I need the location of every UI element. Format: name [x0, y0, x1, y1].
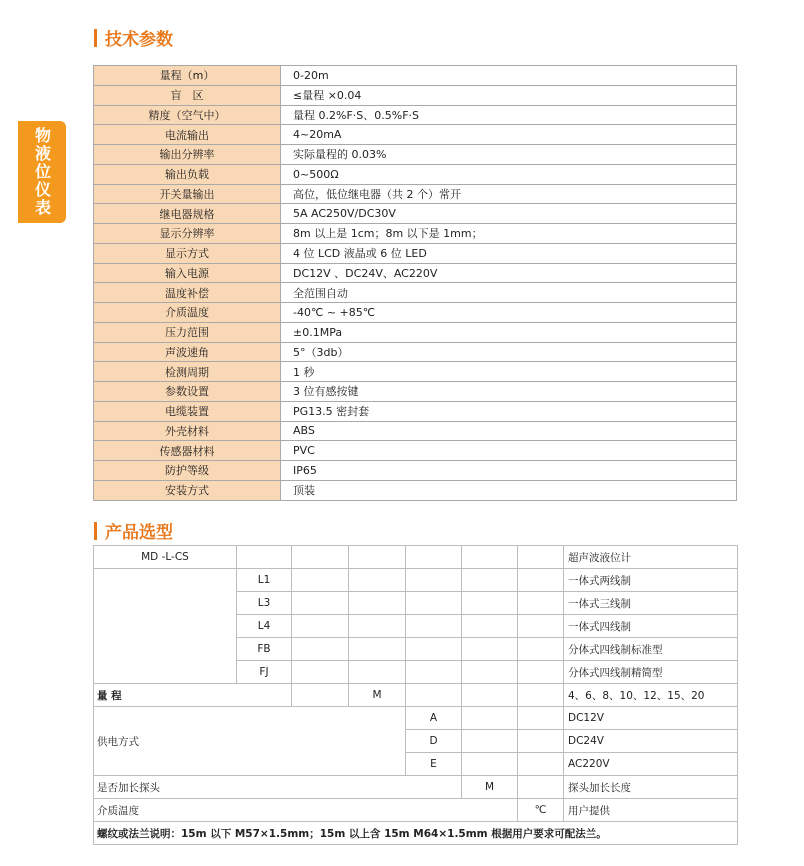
selection-row-type [94, 592, 738, 615]
spec-row [94, 401, 737, 421]
spec-value: PVC [281, 441, 737, 461]
spec-value: 4~20mA [281, 125, 737, 145]
spec-key: 检测周期 [94, 362, 281, 382]
spec-value: 量程 0.2%F·S、0.5%F·S [281, 105, 737, 125]
type-desc: 分体式四线制标准型 [564, 638, 738, 661]
power-desc: DC12V [564, 707, 738, 730]
spec-value: 顶装 [281, 480, 737, 500]
title-bar-decoration [94, 29, 97, 47]
spec-row [94, 382, 737, 402]
spec-row [94, 480, 737, 500]
range-code: M [349, 684, 406, 707]
spec-value: 高位，低位继电器（共 2 个）常开 [281, 184, 737, 204]
power-desc: AC220V [564, 753, 738, 776]
type-desc: 分体式四线制精简型 [564, 661, 738, 684]
spec-key: 安装方式 [94, 480, 281, 500]
model-desc: 超声波液位计 [564, 546, 738, 569]
spec-row [94, 85, 737, 105]
spec-value: 5A AC250V/DC30V [281, 204, 737, 224]
spec-row [94, 224, 737, 244]
probe-code: M [462, 776, 518, 799]
spec-row [94, 66, 737, 86]
spec-row [94, 164, 737, 184]
spec-row [94, 263, 737, 283]
spec-row [94, 421, 737, 441]
spec-row [94, 105, 737, 125]
spec-key: 显示分辨率 [94, 224, 281, 244]
selection-row-temp [94, 799, 738, 822]
spec-key: 输入电源 [94, 263, 281, 283]
spec-row [94, 461, 737, 481]
spec-row [94, 184, 737, 204]
type-code: FJ [237, 661, 292, 684]
spec-key: 开关量输出 [94, 184, 281, 204]
spec-table [93, 65, 737, 501]
temp-code: ℃ [518, 799, 564, 822]
spec-value: 全范围自动 [281, 283, 737, 303]
spec-key: 精度（空气中） [94, 105, 281, 125]
spec-value: DC12V 、DC24V、AC220V [281, 263, 737, 283]
range-label: 量 程 [94, 684, 292, 707]
type-code: L3 [237, 592, 292, 615]
model-code: MD -L-CS [94, 546, 237, 569]
spec-value: 0-20m [281, 66, 737, 86]
spec-key: 介质温度 [94, 303, 281, 323]
spec-row [94, 204, 737, 224]
power-label: 供电方式 [94, 707, 406, 776]
spec-value: 4 位 LCD 液晶或 6 位 LED [281, 243, 737, 263]
type-desc: 一体式三线制 [564, 592, 738, 615]
spec-value: 5°（3db） [281, 342, 737, 362]
spec-key: 外壳材料 [94, 421, 281, 441]
spec-row [94, 441, 737, 461]
probe-label: 是否加长探头 [94, 776, 462, 799]
power-code: E [406, 753, 462, 776]
spec-row [94, 303, 737, 323]
temp-label: 介质温度 [94, 799, 518, 822]
spec-value: 3 位有感按键 [281, 382, 737, 402]
spec-title-text: 技术参数 [105, 30, 173, 50]
spec-key: 量程（m） [94, 66, 281, 86]
spec-section-title [94, 25, 173, 50]
spec-key: 盲 区 [94, 85, 281, 105]
power-code: D [406, 730, 462, 753]
spec-value: ABS [281, 421, 737, 441]
type-code: L4 [237, 615, 292, 638]
temp-desc: 用户提供 [564, 799, 738, 822]
selection-table [93, 545, 738, 845]
selection-row-note [94, 822, 738, 845]
spec-value: ≤量程 ×0.04 [281, 85, 737, 105]
spec-row [94, 322, 737, 342]
spec-key: 输出分辨率 [94, 145, 281, 165]
type-desc: 一体式四线制 [564, 615, 738, 638]
spec-row [94, 243, 737, 263]
spec-row [94, 342, 737, 362]
spec-value: -40℃ ~ +85℃ [281, 303, 737, 323]
spec-key: 声波速角 [94, 342, 281, 362]
spec-value: 实际量程的 0.03% [281, 145, 737, 165]
thread-note: 螺纹或法兰说明：15m 以下 M57×1.5mm；15m 以上含 15m M64×1.5mm 根据用户要求可配法兰。 [94, 822, 738, 845]
spec-key: 传感器材料 [94, 441, 281, 461]
title-bar-decoration [94, 522, 97, 540]
selection-section-title [94, 518, 173, 543]
spec-value: 8m 以上是 1cm；8m 以下是 1mm； [281, 224, 737, 244]
spec-row [94, 125, 737, 145]
spec-key: 电流输出 [94, 125, 281, 145]
spec-key: 电缆装置 [94, 401, 281, 421]
spec-key: 温度补偿 [94, 283, 281, 303]
type-code: L1 [237, 569, 292, 592]
selection-row-model [94, 546, 738, 569]
spec-key: 显示方式 [94, 243, 281, 263]
selection-row-type [94, 638, 738, 661]
spec-value: ±0.1MPa [281, 322, 737, 342]
probe-desc: 探头加长长度 [564, 776, 738, 799]
spec-value: PG13.5 密封套 [281, 401, 737, 421]
spec-key: 输出负载 [94, 164, 281, 184]
spec-value: 1 秒 [281, 362, 737, 382]
spec-row [94, 362, 737, 382]
spec-value: 0~500Ω [281, 164, 737, 184]
spec-key: 压力范围 [94, 322, 281, 342]
spec-key: 继电器规格 [94, 204, 281, 224]
spec-row [94, 145, 737, 165]
selection-title-text: 产品选型 [105, 523, 173, 543]
selection-row-type [94, 569, 738, 592]
spec-key: 参数设置 [94, 382, 281, 402]
selection-row-type [94, 661, 738, 684]
type-code: FB [237, 638, 292, 661]
spec-row [94, 283, 737, 303]
selection-row-range [94, 684, 738, 707]
power-desc: DC24V [564, 730, 738, 753]
spec-value: IP65 [281, 461, 737, 481]
selection-row-probe [94, 776, 738, 799]
range-values: 4、6、8、10、12、15、20 [564, 684, 738, 707]
selection-row-type [94, 615, 738, 638]
selection-row-power [94, 707, 738, 730]
side-category-tab[interactable]: 物液位仪表 [18, 121, 66, 223]
type-desc: 一体式两线制 [564, 569, 738, 592]
power-code: A [406, 707, 462, 730]
spec-key: 防护等级 [94, 461, 281, 481]
